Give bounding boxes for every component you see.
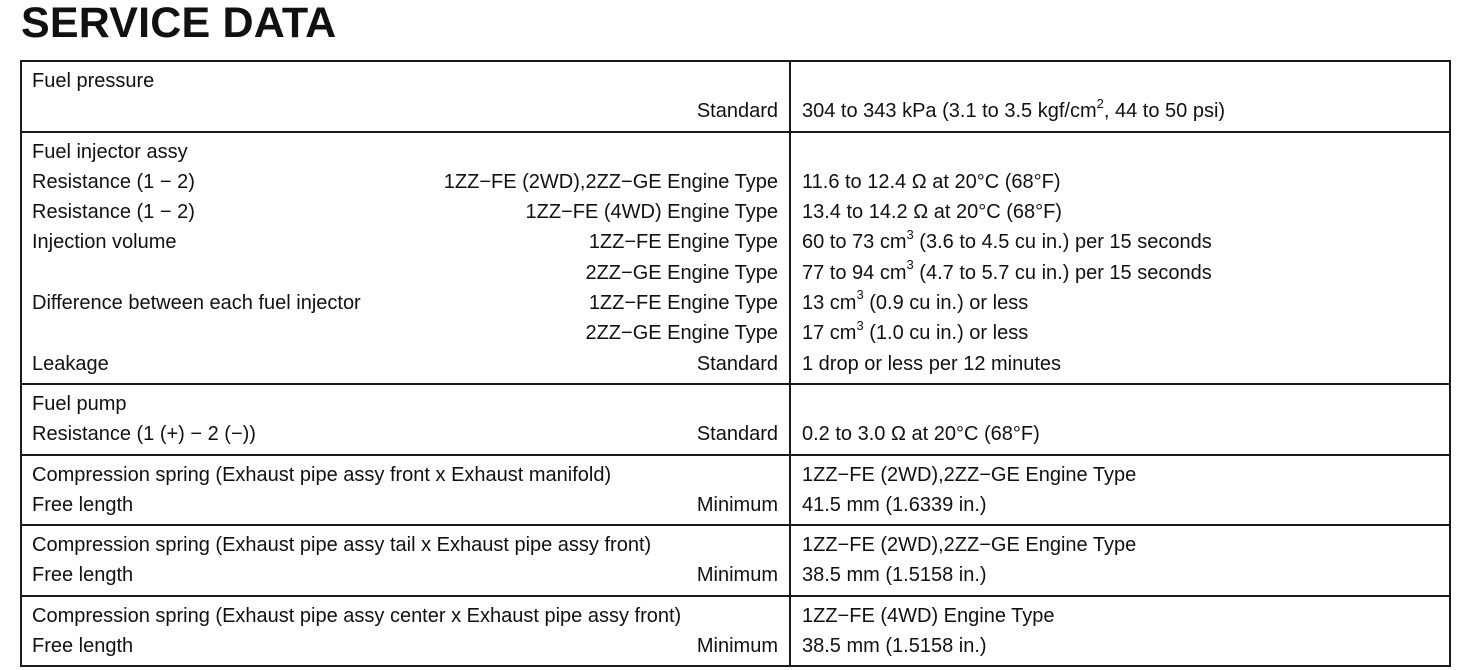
spec-value: 13 $cm^3$ (0.9 cu in.) or less [802, 287, 1029, 315]
section-heading: Fuel injector assy [32, 140, 188, 163]
spec-condition: 1ZZ−FE (4WD) Engine Type [525, 201, 778, 224]
section-fuel-injector [22, 131, 1449, 383]
spec-label: Resistance (1 − 2) [32, 170, 195, 193]
spec-value: 17 $cm^3$ (1.0 cu in.) or less [802, 317, 1029, 345]
spec-value: 38.5 mm (1.5158 in.) [802, 564, 987, 587]
spec-value-cell [791, 385, 1449, 454]
spec-value-cell [791, 597, 1449, 666]
spec-value-cell [791, 456, 1449, 525]
spec-label: Resistance (1 (+) − 2 (−)) [32, 423, 256, 446]
section-fuel-pump [22, 383, 1449, 454]
spec-label: Resistance (1 − 2) [32, 201, 195, 224]
spec-condition: 1ZZ−FE (2WD),2ZZ−GE Engine Type [443, 170, 778, 193]
spec-label: Free length [32, 564, 134, 587]
spec-value: 1 drop or less per 12 minutes [802, 352, 1062, 375]
spec-condition: Minimum [696, 493, 778, 516]
section-compression-spring-tail [22, 524, 1449, 595]
section-heading: Fuel pump [32, 392, 127, 415]
spec-left-cell [22, 62, 791, 131]
spec-value: 304 to 343 kPa (3.1 to 3.5 kgf/$cm^2$, 44 to 50 psi) [802, 95, 1226, 123]
spec-value-cell [791, 133, 1449, 383]
spec-label: Leakage [32, 352, 109, 375]
spec-left-cell [22, 133, 791, 383]
spec-label: Difference between each fuel injector [32, 292, 361, 315]
spec-value: 13.4 to 14.2 Ω at 20°C (68°F) [802, 201, 1062, 224]
service-data-table [20, 60, 1451, 667]
spec-value-cell [791, 526, 1449, 595]
spec-condition: Standard [696, 352, 778, 375]
engine-type: 1ZZ−FE (2WD),2ZZ−GE Engine Type [802, 534, 1137, 557]
section-compression-spring-front [22, 454, 1449, 525]
spec-label: Free length [32, 493, 134, 516]
spec-value: 60 to 73 $cm^3$ (3.6 to 4.5 cu in.) per 15 seconds [802, 226, 1212, 254]
spec-condition: Standard [696, 100, 778, 123]
spec-left-cell [22, 385, 791, 454]
spec-label: Free length [32, 635, 134, 658]
spec-condition: 2ZZ−GE Engine Type [585, 261, 778, 284]
spec-condition: Standard [696, 423, 778, 446]
section-fuel-pressure [22, 62, 1449, 131]
section-heading: Compression spring (Exhaust pipe assy front x Exhaust manifold) [32, 463, 612, 486]
engine-type: 1ZZ−FE (4WD) Engine Type [802, 604, 1055, 627]
section-heading: Fuel pressure [32, 70, 155, 92]
spec-condition: 2ZZ−GE Engine Type [585, 322, 778, 345]
page-title: SERVICE DATA [21, 0, 337, 47]
section-heading: Compression spring (Exhaust pipe assy center x Exhaust pipe assy front) [32, 604, 682, 627]
spec-condition: Minimum [696, 635, 778, 658]
spec-condition: 1ZZ−FE Engine Type [588, 231, 778, 254]
spec-value: 0.2 to 3.0 Ω at 20°C (68°F) [802, 423, 1040, 446]
spec-value: 41.5 mm (1.6339 in.) [802, 493, 987, 516]
spec-value: 11.6 to 12.4 Ω at 20°C (68°F) [802, 170, 1061, 193]
spec-left-cell [22, 456, 791, 525]
engine-type: 1ZZ−FE (2WD),2ZZ−GE Engine Type [802, 463, 1137, 486]
section-compression-spring-center [22, 595, 1449, 666]
spec-value: 38.5 mm (1.5158 in.) [802, 635, 987, 658]
spec-condition: 1ZZ−FE Engine Type [588, 292, 778, 315]
spec-label: Injection volume [32, 231, 177, 254]
spec-left-cell [22, 597, 791, 666]
spec-condition: Minimum [696, 564, 778, 587]
spec-left-cell [22, 526, 791, 595]
section-heading: Compression spring (Exhaust pipe assy tail x Exhaust pipe assy front) [32, 534, 652, 557]
spec-value: 77 to 94 $cm^3$ (4.7 to 5.7 cu in.) per 15 seconds [802, 257, 1212, 284]
spec-value-cell [791, 62, 1449, 131]
